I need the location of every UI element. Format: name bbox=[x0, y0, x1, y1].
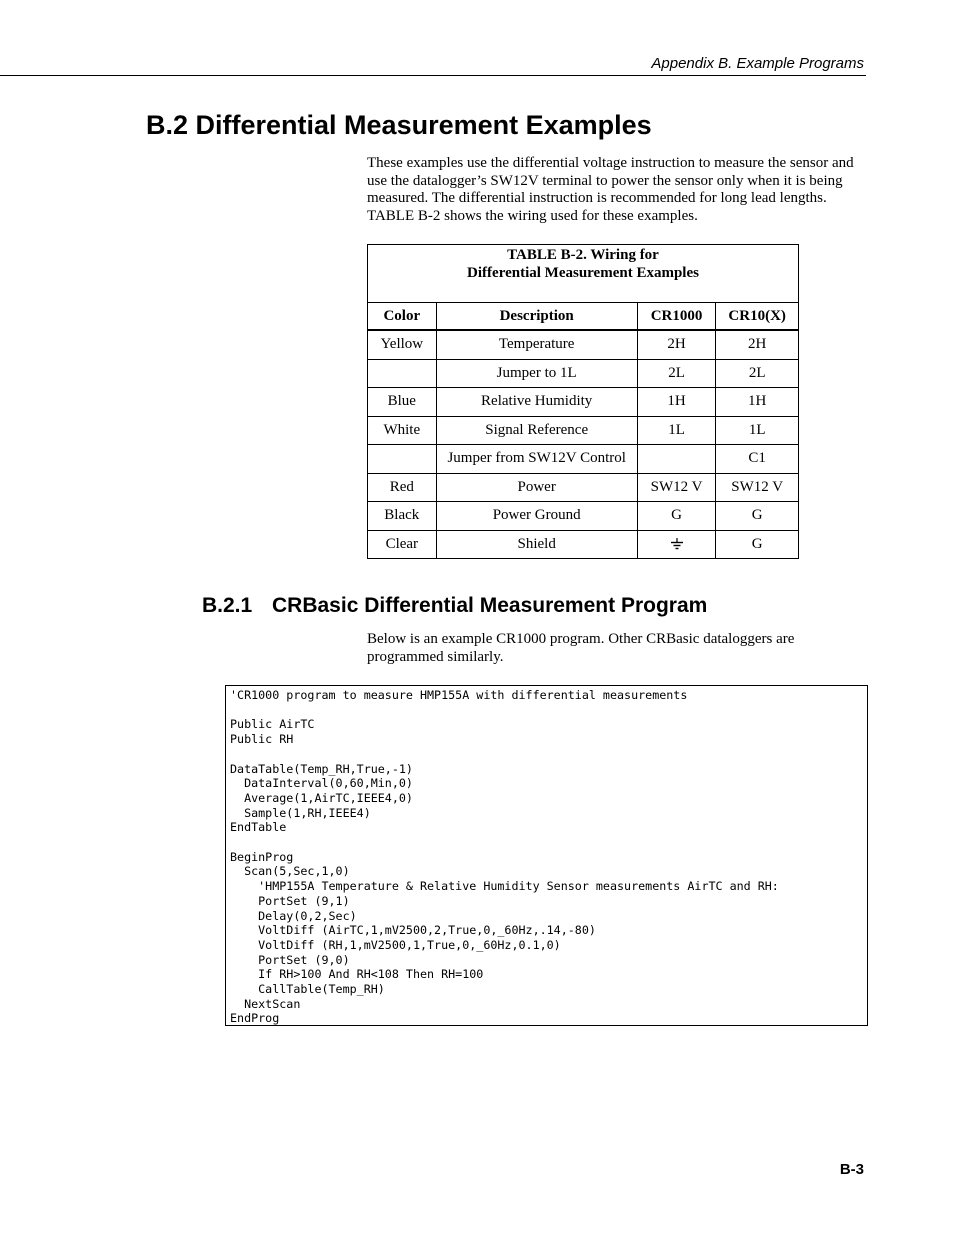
wiring-table bbox=[367, 244, 799, 559]
cell-cr1000-ground bbox=[637, 530, 716, 559]
cell-cr10x: 1H bbox=[716, 388, 799, 417]
subsection-title bbox=[202, 594, 707, 618]
cell-cr1000: 2L bbox=[637, 359, 716, 388]
cell-cr1000: 1L bbox=[637, 416, 716, 445]
table-caption-row bbox=[368, 245, 799, 303]
cell-description: Signal Reference bbox=[436, 416, 637, 445]
ground-symbol-icon bbox=[670, 538, 684, 550]
cell-cr1000: SW12 V bbox=[637, 473, 716, 502]
cell-cr10x: C1 bbox=[716, 445, 799, 474]
cell-cr10x: G bbox=[716, 530, 799, 559]
cell-description: Power bbox=[436, 473, 637, 502]
cell-description: Jumper to 1L bbox=[436, 359, 637, 388]
cell-description: Temperature bbox=[436, 330, 637, 359]
section-title: B.2 Differential Measurement Examples bbox=[146, 110, 652, 140]
cell-cr10x: 1L bbox=[716, 416, 799, 445]
header-description: Description bbox=[436, 303, 637, 331]
header-color: Color bbox=[368, 303, 437, 331]
table-caption-line1: TABLE B-2. Wiring for bbox=[507, 247, 659, 263]
cell-description: Power Ground bbox=[436, 502, 637, 531]
code-listing bbox=[225, 685, 868, 1026]
cell-cr1000: 2H bbox=[637, 330, 716, 359]
table-row bbox=[368, 502, 799, 531]
table-caption bbox=[368, 245, 799, 303]
code-text: 'CR1000 program to measure HMP155A with differential measurements Public AirTC Public RH DataTable(Temp_RH,True,-1) DataInterval(0,60,Min,0) Average(1,AirTC,IEEE4,0) Sample(1,RH,IEEE4) EndTable BeginProg Scan(5,Sec,1,0) 'HMP155A Temperature & Relative Humidity Sensor measurements AirTC and RH: PortSet (9,1) Delay(0,2,Sec) VoltDiff (AirTC,1,mV2500,2,True,0,_60Hz,.14,-80) VoltDiff (RH,1,mV2500,1,True,0,_60Hz,0.1,0) PortSet (9,0) If RH>100 And RH<108 Then RH=100 CallTable(Temp_RH) NextScan EndProg bbox=[230, 688, 779, 1026]
cell-cr1000: 1H bbox=[637, 388, 716, 417]
cell-cr1000 bbox=[637, 445, 716, 474]
cell-color: Blue bbox=[368, 388, 437, 417]
cell-description: Jumper from SW12V Control bbox=[436, 445, 637, 474]
header-cr1000: CR1000 bbox=[637, 303, 716, 331]
sub-paragraph: Below is an example CR1000 program. Other CRBasic dataloggers are programmed similarly. bbox=[367, 631, 795, 665]
cell-description: Relative Humidity bbox=[436, 388, 637, 417]
cell-color bbox=[368, 445, 437, 474]
cell-color: Red bbox=[368, 473, 437, 502]
table-row bbox=[368, 416, 799, 445]
table-row bbox=[368, 388, 799, 417]
table-row bbox=[368, 445, 799, 474]
cell-color bbox=[368, 359, 437, 388]
cell-cr10x: 2H bbox=[716, 330, 799, 359]
cell-cr10x: G bbox=[716, 502, 799, 531]
running-header bbox=[0, 55, 866, 76]
cell-description: Shield bbox=[436, 530, 637, 559]
subsection-title-text: CRBasic Differential Measurement Program bbox=[272, 594, 708, 617]
table-row bbox=[368, 330, 799, 359]
running-header-title: Appendix B. Example Programs bbox=[651, 55, 864, 72]
table-header-row bbox=[368, 303, 799, 331]
cell-color: Clear bbox=[368, 530, 437, 559]
page-number: B-3 bbox=[839, 1161, 864, 1178]
table-row bbox=[368, 359, 799, 388]
cell-cr10x: SW12 V bbox=[716, 473, 799, 502]
cell-cr1000: G bbox=[637, 502, 716, 531]
table-caption-line2: Differential Measurement Examples bbox=[467, 265, 699, 281]
table-row bbox=[368, 473, 799, 502]
cell-color: Black bbox=[368, 502, 437, 531]
table-row bbox=[368, 530, 799, 559]
cell-color: White bbox=[368, 416, 437, 445]
cell-color: Yellow bbox=[368, 330, 437, 359]
header-cr10x: CR10(X) bbox=[716, 303, 799, 331]
intro-paragraph: These examples use the differential voltage instruction to measure the sensor and use the datalogger’s SW12V terminal to power the sensor only when it is being measured. The differential instruction is recommended for long lead lengths. TABLE B-2 shows the wiring used for these examples. bbox=[367, 155, 854, 224]
subsection-number: B.2.1 bbox=[202, 594, 253, 617]
cell-cr10x: 2L bbox=[716, 359, 799, 388]
